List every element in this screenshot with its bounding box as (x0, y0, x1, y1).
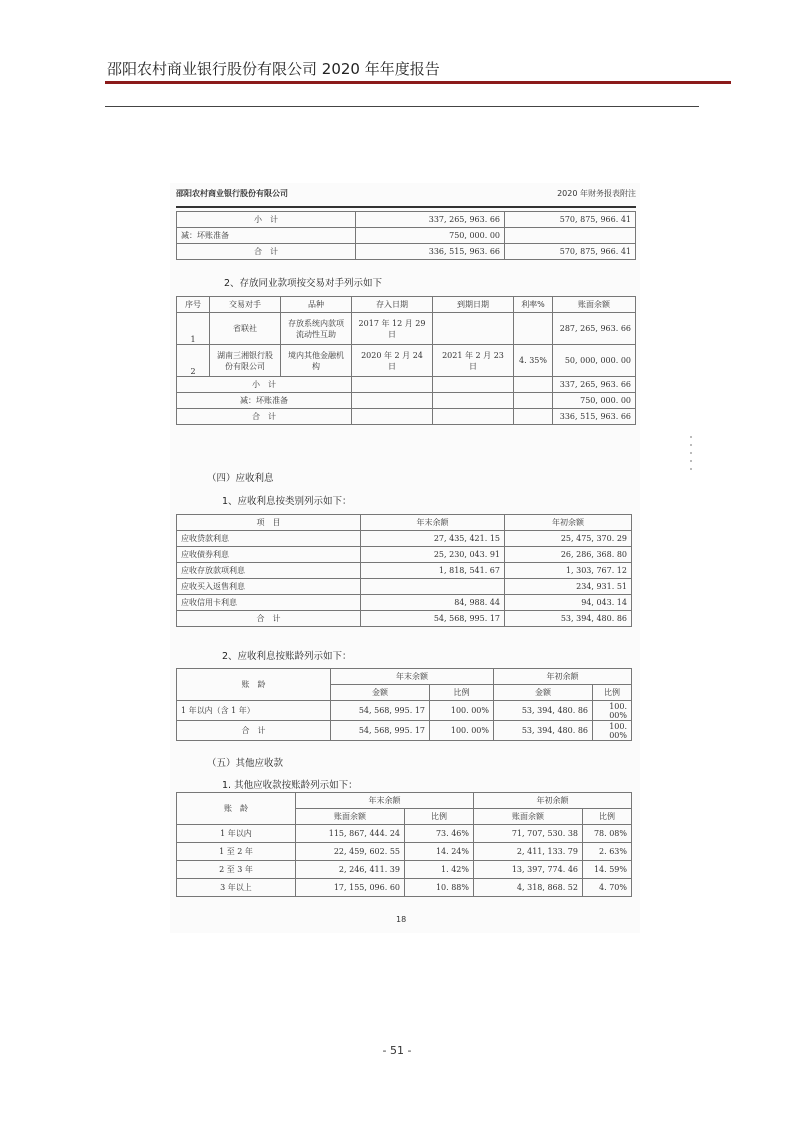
cell: 2021 年 2 月 23 日 (433, 345, 514, 377)
col-header: 项 目 (177, 515, 361, 531)
cell: 50, 000, 000. 00 (553, 345, 636, 377)
scan-header-rule (176, 206, 636, 208)
cell: 2 至 3 年 (177, 861, 296, 879)
section-2-title: 2、存放同业款项按交易对手列示如下 (224, 278, 383, 289)
cell: 750, 000. 00 (356, 228, 505, 244)
scan-header (176, 188, 636, 204)
cell: 合 计 (177, 721, 331, 741)
scan-noise (688, 430, 694, 510)
cell: 存放系统内款项流动性互助 (281, 313, 352, 345)
cell: 2. 63% (583, 843, 632, 861)
col-header: 金额 (494, 685, 593, 701)
cell: 1 年以内（含 1 年） (177, 701, 331, 721)
cell: 53, 394, 480. 86 (494, 701, 593, 721)
col-header: 品种 (281, 297, 352, 313)
cell: 287, 265, 963. 66 (553, 313, 636, 345)
col-header: 比例 (405, 809, 474, 825)
col-header: 比例 (430, 685, 494, 701)
cell: 湖南三湘银行股份有限公司 (210, 345, 281, 377)
cell: 54, 568, 995. 17 (331, 721, 430, 741)
cell: 应收债券利息 (177, 547, 361, 563)
scan-header-title: 2020 年财务报表附注 (557, 189, 636, 198)
table-other-receivables (176, 792, 632, 897)
section-4-title: （四）应收利息 (207, 473, 274, 484)
cell (361, 579, 505, 595)
section-4-1-title: 1、应收利息按类别列示如下： (222, 496, 352, 507)
cell: 1, 303, 767. 12 (505, 563, 632, 579)
col-header: 账面余额 (296, 809, 405, 825)
cell: 100. 00% (593, 721, 632, 741)
cell: 2, 246, 411. 39 (296, 861, 405, 879)
cell: 省联社 (210, 313, 281, 345)
cell: 2, 411, 133. 79 (474, 843, 583, 861)
header-underline (105, 106, 699, 107)
col-header: 账 龄 (177, 793, 296, 825)
cell: 合 计 (177, 409, 352, 425)
col-header: 年末余额 (361, 515, 505, 531)
cell: 境内其他金融机构 (281, 345, 352, 377)
cell (433, 313, 514, 345)
cell (505, 228, 636, 244)
cell: 17, 155, 096. 60 (296, 879, 405, 897)
cell: 337, 265, 963. 66 (356, 212, 505, 228)
col-header: 序号 (177, 297, 210, 313)
cell: 1 (177, 313, 210, 345)
cell: 100. 00% (430, 721, 494, 741)
col-header: 到期日期 (433, 297, 514, 313)
table-row (177, 563, 632, 579)
cell: 100. 00% (430, 701, 494, 721)
cell: 14. 24% (405, 843, 474, 861)
table-row (177, 228, 636, 244)
table-header-row (177, 793, 632, 809)
cell: 合 计 (177, 244, 356, 260)
cell: 337, 265, 963. 66 (553, 377, 636, 393)
cell: 53, 394, 480. 86 (505, 611, 632, 627)
table-row (177, 611, 632, 627)
cell: 应收贷款利息 (177, 531, 361, 547)
cell: 3 年以上 (177, 879, 296, 897)
cell: 84, 988. 44 (361, 595, 505, 611)
cell: 小 计 (177, 212, 356, 228)
cell: 10. 88% (405, 879, 474, 897)
table-row (177, 377, 636, 393)
cell: 26, 286, 368. 80 (505, 547, 632, 563)
col-header: 比例 (593, 685, 632, 701)
header-rule (105, 81, 731, 84)
cell: 4. 35% (514, 345, 553, 377)
table-interest-by-age (176, 668, 632, 741)
cell: 合 计 (177, 611, 361, 627)
table-header-row (177, 669, 632, 685)
cell: 27, 435, 421. 15 (361, 531, 505, 547)
cell: 570, 875, 966. 41 (505, 244, 636, 260)
cell: 336, 515, 963. 66 (356, 244, 505, 260)
cell: 25, 475, 370. 29 (505, 531, 632, 547)
cell: 应收信用卡利息 (177, 595, 361, 611)
table-row (177, 393, 636, 409)
section-5-1-title: 1. 其他应收款按账龄列示如下： (222, 780, 358, 791)
table-row (177, 595, 632, 611)
table-row (177, 409, 636, 425)
table-row (177, 825, 632, 843)
col-header: 利率% (514, 297, 553, 313)
cell: 115, 867, 444. 24 (296, 825, 405, 843)
scan-header-company: 邵阳农村商业银行股份有限公司 (176, 189, 288, 198)
col-header: 存入日期 (352, 297, 433, 313)
cell: 4. 70% (583, 879, 632, 897)
page-number: - 51 - (382, 1044, 412, 1057)
cell: 570, 875, 966. 41 (505, 212, 636, 228)
cell: 71, 707, 530. 38 (474, 825, 583, 843)
table-row (177, 843, 632, 861)
section-5-title: （五）其他应收款 (207, 758, 284, 769)
table-header-row (177, 297, 636, 313)
table-header-row (177, 515, 632, 531)
table-top (176, 211, 636, 260)
cell: 54, 568, 995. 17 (361, 611, 505, 627)
cell: 1 至 2 年 (177, 843, 296, 861)
table-row (177, 701, 632, 721)
cell: 54, 568, 995. 17 (331, 701, 430, 721)
col-header: 账面余额 (474, 809, 583, 825)
table-row (177, 879, 632, 897)
table-row (177, 244, 636, 260)
cell: 94, 043. 14 (505, 595, 632, 611)
col-header: 年末余额 (331, 669, 494, 685)
cell: 78. 08% (583, 825, 632, 843)
col-header: 比例 (583, 809, 632, 825)
col-header: 金额 (331, 685, 430, 701)
cell: 应收买入返售利息 (177, 579, 361, 595)
col-header: 年末余额 (296, 793, 474, 809)
page-header: 邵阳农村商业银行股份有限公司 2020 年年度报告 (107, 60, 440, 78)
section-4-2-title: 2、应收利息按账龄列示如下： (222, 651, 352, 662)
col-header: 交易对手 (210, 297, 281, 313)
col-header: 年初余额 (474, 793, 632, 809)
cell: 1, 818, 541. 67 (361, 563, 505, 579)
cell: 100. 00% (593, 701, 632, 721)
cell: 336, 515, 963. 66 (553, 409, 636, 425)
cell: 22, 459, 602. 55 (296, 843, 405, 861)
table-interbank (176, 296, 636, 425)
col-header: 年初余额 (494, 669, 632, 685)
cell: 1. 42% (405, 861, 474, 879)
cell: 750, 000. 00 (553, 393, 636, 409)
cell: 2020 年 2 月 24 日 (352, 345, 433, 377)
table-row (177, 721, 632, 741)
cell: 13, 397, 774. 46 (474, 861, 583, 879)
table-row (177, 345, 636, 377)
col-header: 账面余额 (553, 297, 636, 313)
cell (514, 313, 553, 345)
table-row (177, 212, 636, 228)
table-row (177, 579, 632, 595)
cell: 应收存放款项利息 (177, 563, 361, 579)
cell: 2 (177, 345, 210, 377)
table-row (177, 531, 632, 547)
scan-page-number: 18 (396, 915, 407, 924)
col-header: 账 龄 (177, 669, 331, 701)
col-header: 年初余额 (505, 515, 632, 531)
cell: 1 年以内 (177, 825, 296, 843)
cell: 73. 46% (405, 825, 474, 843)
table-row (177, 547, 632, 563)
cell: 减：坏账准备 (177, 393, 352, 409)
cell: 减：坏账准备 (177, 228, 356, 244)
cell: 4, 318, 868. 52 (474, 879, 583, 897)
cell: 2017 年 12 月 29 日 (352, 313, 433, 345)
table-interest-by-type (176, 514, 632, 627)
cell: 14. 59% (583, 861, 632, 879)
table-row (177, 861, 632, 879)
cell: 53, 394, 480. 86 (494, 721, 593, 741)
cell: 234, 931. 51 (505, 579, 632, 595)
cell: 小 计 (177, 377, 352, 393)
cell: 25, 230, 043. 91 (361, 547, 505, 563)
table-row (177, 313, 636, 345)
